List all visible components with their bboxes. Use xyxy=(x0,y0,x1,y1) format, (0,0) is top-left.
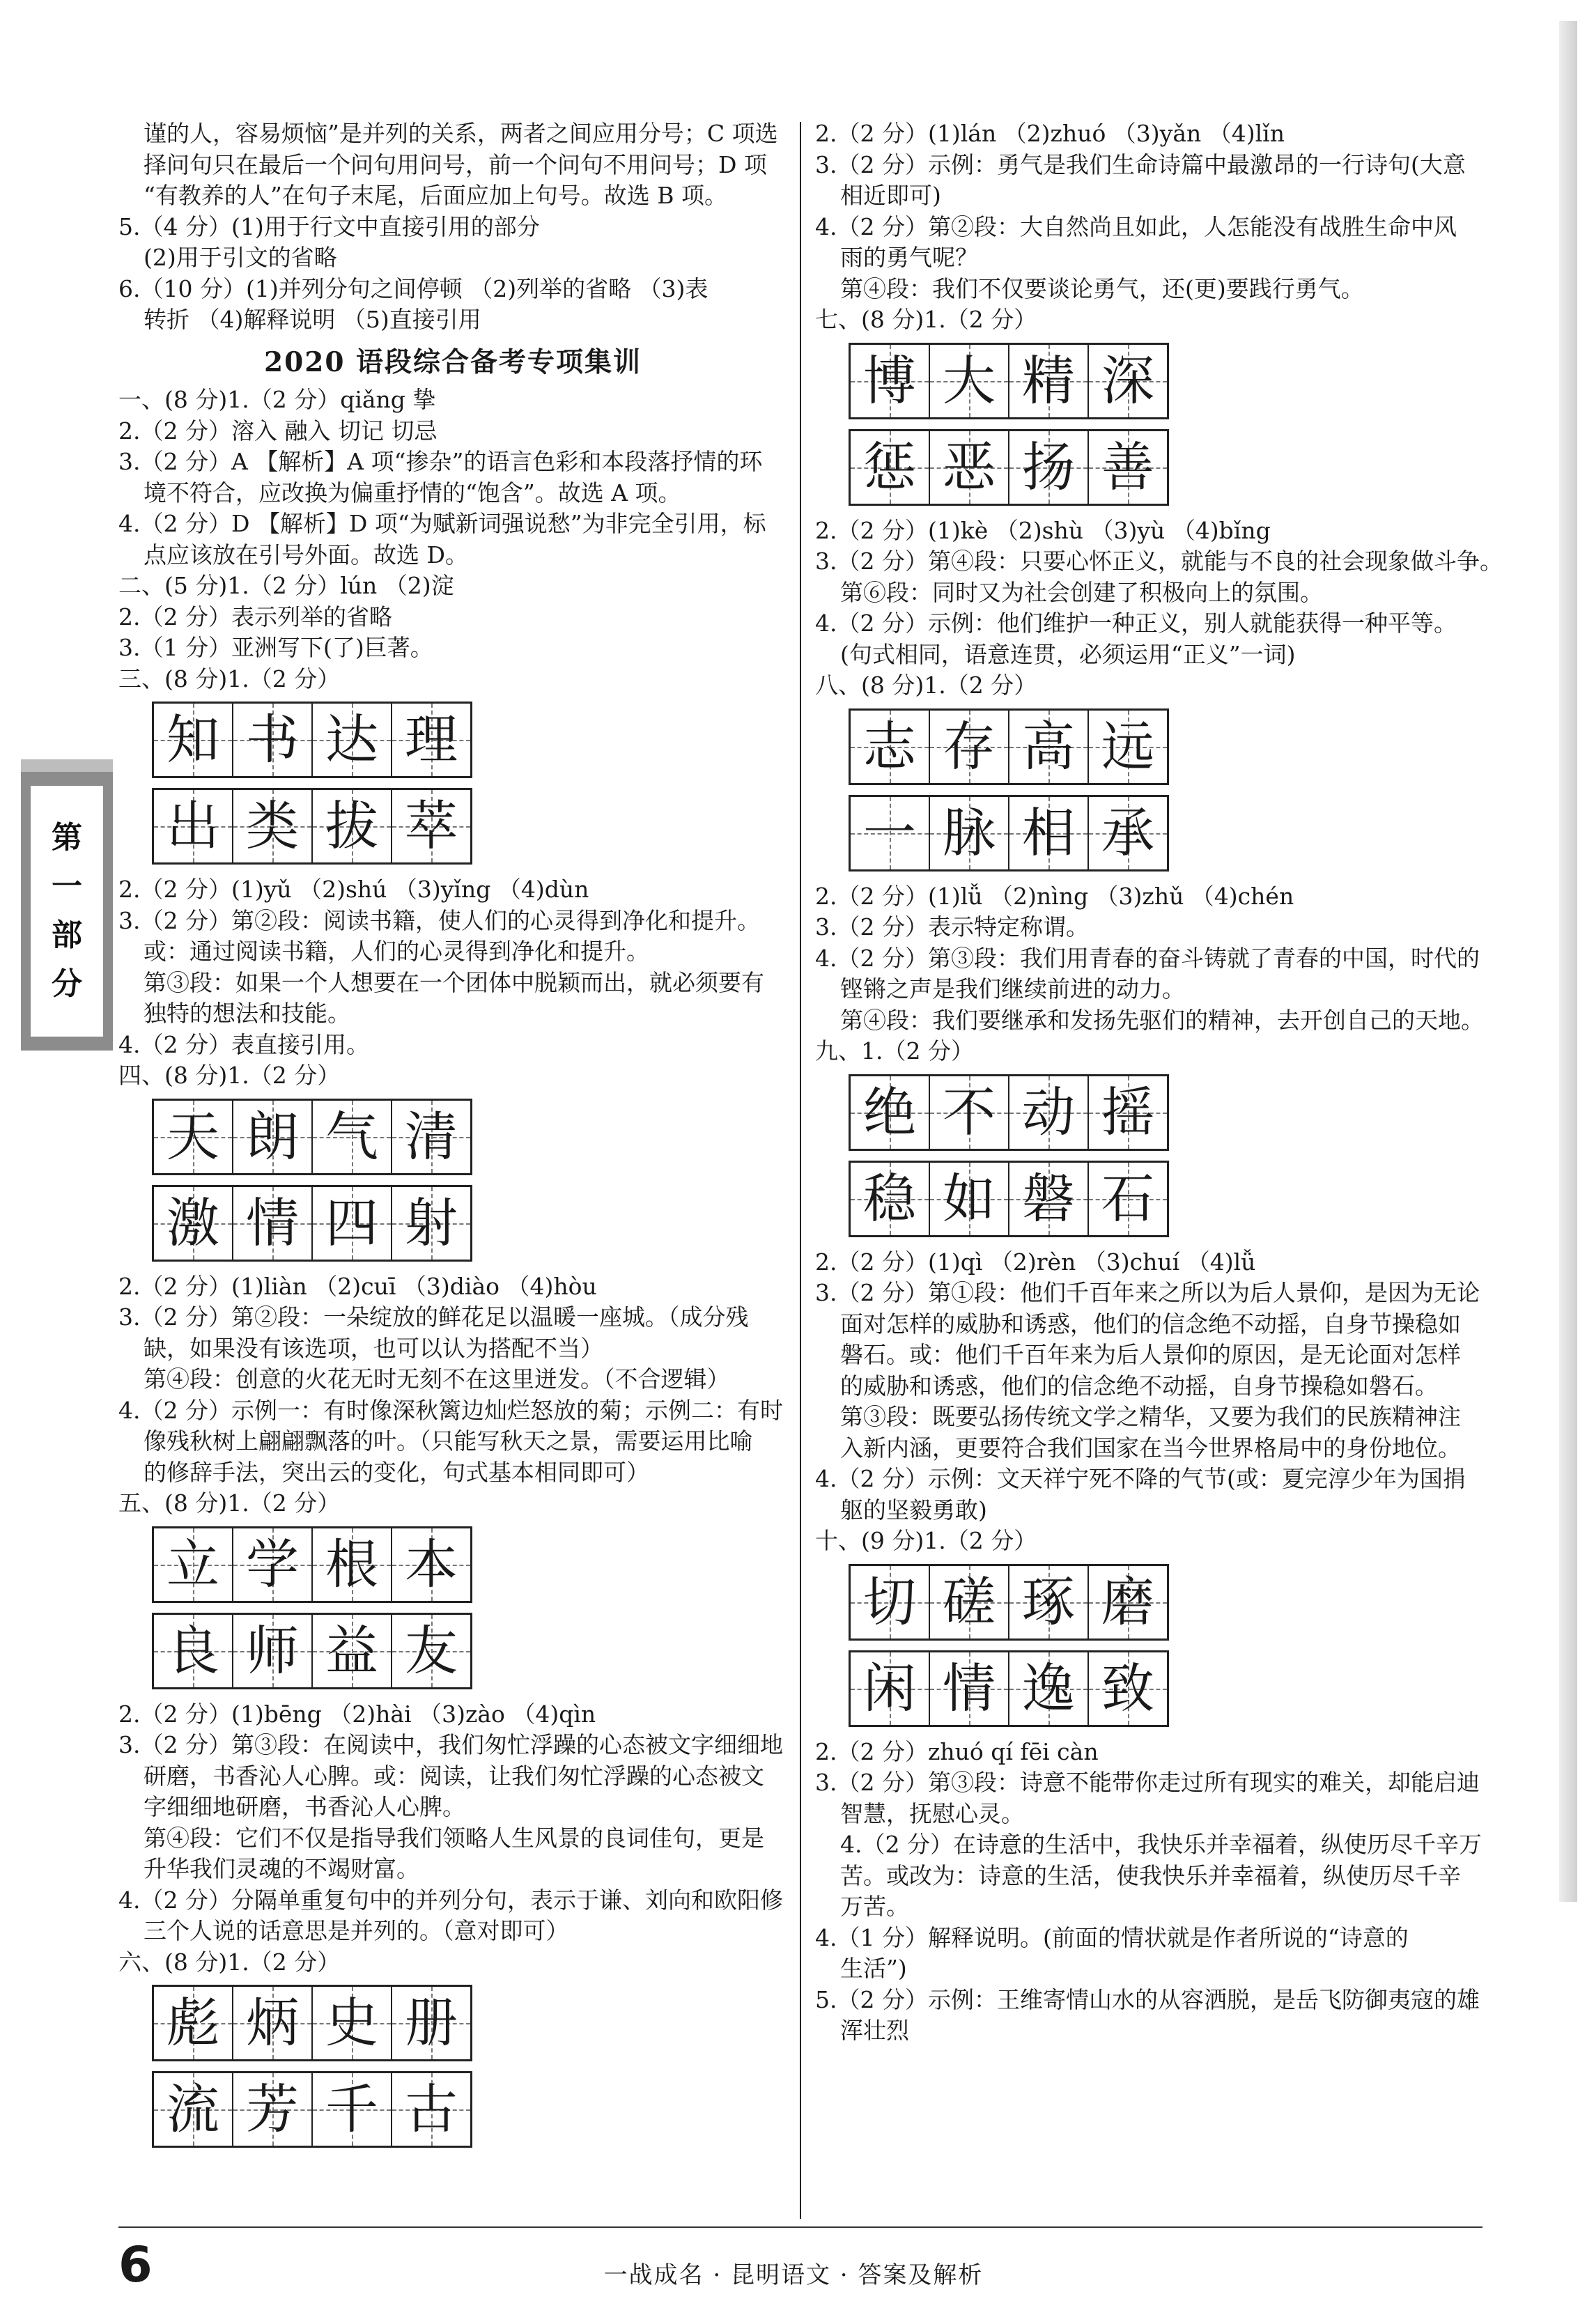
grid-character: 稳 xyxy=(863,1167,916,1230)
answer-line: 独特的想法和技能。 xyxy=(144,1000,350,1027)
answer-line: 3.（2 分）第②段：阅读书籍，使人们的心灵得到净化和提升。 xyxy=(118,906,760,934)
grid-cell xyxy=(851,345,930,417)
grid-character: 一 xyxy=(863,801,916,864)
answer-line: 3.（2 分）第②段：一朵绽放的鲜花足以温暖一座城。（成分残 xyxy=(118,1303,749,1331)
answer-line: 苦。或改为：诗意的生活，使我快乐并幸福着，纵使历尽千辛 xyxy=(840,1861,1461,1889)
answer-line: 五、(8 分)1.（2 分） xyxy=(118,1489,341,1517)
grid-character: 高 xyxy=(1022,715,1075,777)
answer-line: 2.（2 分）(1)kè （2)shù （3)yù （4)bǐng xyxy=(815,516,1271,544)
answer-line: 4.（2 分）第③段：我们用青春的奋斗铸就了青春的中国，时代的 xyxy=(815,944,1480,972)
answer-line: 2.（2 分）(1)bēng （2)hài （3)zào （4)qìn xyxy=(118,1700,596,1728)
idiom-grid xyxy=(152,702,787,865)
answer-line: 铿锵之声是我们继续前进的动力。 xyxy=(840,975,1185,1002)
grid-character: 千 xyxy=(325,2078,378,2140)
grid-character: 博 xyxy=(863,349,916,412)
grid-character: 脉 xyxy=(943,801,996,864)
grid-cell xyxy=(233,1987,313,2059)
idiom-grid xyxy=(849,1564,1512,1727)
grid-cell xyxy=(313,1615,392,1687)
grid-character: 承 xyxy=(1101,801,1154,864)
answer-line: 升华我们灵魂的不竭财富。 xyxy=(144,1855,419,1882)
answer-line: 2.（2 分）zhuó qí fēi càn xyxy=(815,1737,1099,1765)
right-column xyxy=(815,118,1512,2047)
idiom-grid-row xyxy=(152,1099,472,1175)
idiom-grid-row xyxy=(152,1185,472,1262)
answer-line: 3.（2 分）第①段：他们千百年来之所以为后人景仰，是因为无论 xyxy=(815,1279,1480,1306)
answer-line: 二、(5 分)1.（2 分）lún （2)淀 xyxy=(118,572,454,599)
grid-cell xyxy=(1009,1076,1089,1149)
grid-cell xyxy=(930,1566,1009,1639)
grid-character: 册 xyxy=(405,1992,458,2054)
grid-cell xyxy=(1009,711,1089,783)
grid-character: 切 xyxy=(863,1570,916,1633)
page-number: 6 xyxy=(118,2236,153,2293)
grid-cell xyxy=(233,1615,313,1687)
grid-character: 本 xyxy=(405,1533,458,1595)
grid-character: 远 xyxy=(1101,715,1154,777)
grid-cell xyxy=(1009,797,1089,869)
grid-cell xyxy=(392,704,470,776)
answer-line: 生活”) xyxy=(840,1955,907,1982)
grid-cell xyxy=(392,1987,470,2059)
idiom-grid-row xyxy=(849,1564,1169,1641)
answer-line: 第④段：创意的火花无时无刻不在这里迸发。（不合逻辑） xyxy=(144,1365,730,1393)
answer-line: 3.（2 分）第③段：在阅读中，我们匆忙浮躁的心态被文字细细地 xyxy=(118,1731,783,1758)
grid-character: 芳 xyxy=(246,2078,299,2140)
grid-cell xyxy=(154,1987,233,2059)
grid-character: 摇 xyxy=(1101,1080,1154,1143)
grid-character: 拔 xyxy=(325,795,378,857)
answer-line: 浑壮烈 xyxy=(840,2017,909,2044)
idiom-grid xyxy=(849,343,1512,506)
answer-line: 4.（2 分）第②段：大自然尚且如此，人怎能没有战胜生命中风 xyxy=(815,212,1457,240)
idiom-grid-row xyxy=(152,1985,472,2061)
answer-line: 2.（2 分）表示列举的省略 xyxy=(118,603,392,630)
grid-character: 大 xyxy=(943,349,996,412)
idiom-grid-row xyxy=(152,702,472,778)
answer-line: 研磨，书香沁人心脾。或：阅读，让我们匆忙浮躁的心态被文 xyxy=(144,1762,764,1790)
answer-line: 第③段：既要弘扬传统文学之精华，又要为我们的民族精神注 xyxy=(840,1403,1461,1430)
grid-character: 存 xyxy=(943,715,996,777)
grid-cell xyxy=(1089,711,1167,783)
grid-character: 磐 xyxy=(1022,1167,1075,1230)
grid-character: 气 xyxy=(325,1105,378,1168)
grid-cell xyxy=(154,1528,233,1601)
grid-cell xyxy=(1089,1566,1167,1639)
grid-cell xyxy=(1089,1076,1167,1149)
grid-cell xyxy=(233,1101,313,1173)
page-edge-shadow xyxy=(1559,21,1577,1902)
grid-cell xyxy=(1009,1163,1089,1235)
answer-line: 第④段：它们不仅是指导我们领略人生风景的良词佳句，更是 xyxy=(144,1824,764,1852)
grid-character: 炳 xyxy=(246,1992,299,2054)
grid-character: 动 xyxy=(1022,1080,1075,1143)
answer-line: 4.（2 分）分隔单重复句中的并列分句，表示于谦、刘向和欧阳修 xyxy=(118,1886,783,1914)
grid-character: 古 xyxy=(405,2078,458,2140)
idiom-grid-row xyxy=(152,1526,472,1603)
grid-character: 四 xyxy=(325,1191,378,1254)
grid-cell xyxy=(313,1187,392,1260)
grid-character: 扬 xyxy=(1022,435,1075,498)
grid-character: 志 xyxy=(863,715,916,777)
answer-line: 三个人说的话意思是并列的。（意对即可） xyxy=(144,1917,569,1944)
grid-cell xyxy=(1089,797,1167,869)
grid-cell xyxy=(851,1163,930,1235)
grid-character: 知 xyxy=(167,708,219,770)
grid-cell xyxy=(851,711,930,783)
grid-character: 良 xyxy=(167,1619,219,1682)
grid-cell xyxy=(392,2073,470,2146)
grid-character: 彪 xyxy=(167,1992,219,2054)
answer-line: 4.（2 分）D 【解析】D 项“为赋新词强说愁”为非完全引用，标 xyxy=(118,510,766,537)
idiom-grid xyxy=(849,1074,1512,1237)
grid-character: 激 xyxy=(167,1191,219,1254)
grid-cell xyxy=(1089,1163,1167,1235)
answer-line: 九、1.（2 分） xyxy=(815,1037,974,1064)
answer-line: 4.（2 分）表直接引用。 xyxy=(118,1030,369,1058)
idiom-grid xyxy=(152,1526,787,1689)
answer-line: 像残秋树上翩翩飘落的叶。（只能写秋天之景，需要运用比喻 xyxy=(144,1427,753,1455)
grid-cell xyxy=(313,1987,392,2059)
grid-character: 师 xyxy=(246,1619,299,1682)
grid-character: 绝 xyxy=(863,1080,916,1143)
grid-cell xyxy=(392,790,470,862)
idiom-grid-row xyxy=(849,795,1169,872)
answer-line: 入新内涵，更要符合我们国家在当今世界格局中的身份地位。 xyxy=(840,1434,1461,1462)
grid-cell xyxy=(930,797,1009,869)
grid-cell xyxy=(1089,345,1167,417)
side-tab-section-label xyxy=(21,759,113,1051)
grid-cell xyxy=(930,1163,1009,1235)
answer-line: 第④段：我们要继承和发扬先驱们的精神，去开创自己的天地。 xyxy=(840,1006,1484,1034)
answer-line: 或：通过阅读书籍，人们的心灵得到净化和提升。 xyxy=(144,938,649,965)
grid-character: 逸 xyxy=(1022,1657,1075,1719)
grid-cell xyxy=(930,345,1009,417)
answer-line: 4.（2 分）在诗意的生活中，我快乐并幸福着，纵使历尽千辛万 xyxy=(840,1831,1482,1858)
grid-cell xyxy=(392,1187,470,1260)
grid-character: 清 xyxy=(405,1105,458,1168)
idiom-grid-row xyxy=(152,788,472,865)
answer-line: 4.（1 分）解释说明。(前面的情状就是作者所说的“诗意的 xyxy=(815,1923,1409,1951)
answer-line: 六、(8 分)1.（2 分） xyxy=(118,1948,341,1976)
section-title: 2020 语段综合备考专项集训 xyxy=(263,346,642,378)
grid-cell xyxy=(154,704,233,776)
idiom-grid-row xyxy=(849,1161,1169,1237)
answer-line: 2.（2 分）(1)yǔ （2)shú （3)yǐng （4)dùn xyxy=(118,876,589,903)
answer-line: 2.（2 分）(1)liàn （2)cuī （3)diào （4)hòu xyxy=(118,1272,597,1300)
grid-cell xyxy=(154,1615,233,1687)
answer-line: 第④段：我们不仅要谈论勇气，还(更)要践行勇气。 xyxy=(840,274,1364,302)
grid-cell xyxy=(392,1615,470,1687)
grid-cell xyxy=(930,711,1009,783)
grid-character: 益 xyxy=(325,1619,378,1682)
grid-cell xyxy=(1009,431,1089,504)
answer-line: 一、(8 分)1.（2 分）qiǎng 挚 xyxy=(118,386,436,413)
idiom-grid-row xyxy=(152,2071,472,2148)
answer-line: 相近即可) xyxy=(840,182,941,209)
grid-character: 善 xyxy=(1101,435,1154,498)
answer-line: 2.（2 分）(1)lán （2)zhuó （3)yǎn （4)lǐn xyxy=(815,120,1285,147)
grid-cell xyxy=(154,2073,233,2146)
grid-character: 不 xyxy=(943,1080,996,1143)
answer-line: 八、(8 分)1.（2 分） xyxy=(815,672,1037,699)
grid-cell xyxy=(930,431,1009,504)
answer-line: 2.（2 分）(1)lǚ （2)nìng （3)zhǔ （4)chén xyxy=(815,882,1294,910)
grid-character: 立 xyxy=(167,1533,219,1595)
grid-cell xyxy=(154,790,233,862)
answer-line: 十、(9 分)1.（2 分） xyxy=(815,1527,1037,1554)
grid-cell xyxy=(1089,431,1167,504)
answer-line: 字细细地研磨，书香沁人心脾。 xyxy=(144,1793,465,1820)
grid-cell xyxy=(1009,1652,1089,1725)
grid-character: 相 xyxy=(1022,801,1075,864)
side-tab-character: 一 xyxy=(52,869,82,904)
grid-cell xyxy=(392,1101,470,1173)
grid-cell xyxy=(313,2073,392,2146)
grid-character: 书 xyxy=(246,708,299,770)
grid-character: 根 xyxy=(325,1533,378,1595)
answer-line: 4.（2 分）示例：他们维护一种正义，别人就能获得一种平等。 xyxy=(815,610,1457,637)
answer-line: 2.（2 分）(1)qì （2)rèn （3)chuí （4)lǚ xyxy=(815,1248,1256,1276)
answer-line: 3.（2 分）表示特定称谓。 xyxy=(815,913,1089,940)
grid-character: 学 xyxy=(246,1533,299,1595)
answer-line: 5.（4 分）(1)用于行文中直接引用的部分 xyxy=(118,212,540,240)
answer-line: 躯的坚毅勇敢) xyxy=(840,1496,987,1524)
grid-cell xyxy=(851,431,930,504)
answer-line: 3.（2 分）A 【解析】A 项“掺杂”的语言色彩和本段落抒情的环 xyxy=(118,448,763,475)
grid-cell xyxy=(313,790,392,862)
grid-cell xyxy=(313,1528,392,1601)
grid-character: 如 xyxy=(943,1167,996,1230)
grid-character: 琢 xyxy=(1022,1570,1075,1633)
footer-title: 一战成名 · 昆明语文 · 答案及解析 xyxy=(603,2261,984,2289)
idiom-grid-row xyxy=(849,1650,1169,1727)
side-tab-text xyxy=(31,786,103,1037)
grid-character: 朗 xyxy=(246,1105,299,1168)
answer-line: 面对怎样的威胁和诱惑，他们的信念绝不动摇，自身节操稳如 xyxy=(840,1310,1461,1338)
answer-line: 2.（2 分）溶入 融入 切记 切忌 xyxy=(118,417,438,444)
grid-cell xyxy=(851,1566,930,1639)
grid-character: 深 xyxy=(1101,349,1154,412)
grid-cell xyxy=(930,1652,1009,1725)
left-column xyxy=(118,118,787,2158)
answer-line: 4.（2 分）示例一：有时像深秋篱边灿烂怒放的菊；示例二：有时 xyxy=(118,1396,783,1424)
answer-line: 3.（2 分）示例：勇气是我们生命诗篇中最激昂的一行诗句(大意 xyxy=(815,150,1466,178)
grid-cell xyxy=(930,1076,1009,1149)
grid-cell xyxy=(233,790,313,862)
grid-character: 理 xyxy=(405,708,458,770)
answer-line: 四、(8 分)1.（2 分） xyxy=(118,1062,341,1089)
answer-line: 3.（2 分）第④段：只要心怀正义，就能与不良的社会现象做斗争。 xyxy=(815,548,1503,575)
grid-character: 天 xyxy=(167,1105,219,1168)
answer-line: 择问句只在最后一个问句用问号，前一个问句不用问号；D 项 xyxy=(144,150,767,178)
grid-cell xyxy=(154,1187,233,1260)
grid-character: 出 xyxy=(167,795,219,857)
answer-line: 万苦。 xyxy=(840,1893,909,1920)
answer-line: 3.（1 分）亚洲写下(了)巨著。 xyxy=(118,634,433,661)
grid-character: 情 xyxy=(246,1191,299,1254)
grid-cell xyxy=(233,2073,313,2146)
grid-character: 磋 xyxy=(943,1570,996,1633)
grid-cell xyxy=(233,1187,313,1260)
grid-character: 情 xyxy=(943,1657,996,1719)
grid-character: 史 xyxy=(325,1992,378,2054)
side-tab-character: 第 xyxy=(52,820,82,855)
answer-line: (2)用于引文的省略 xyxy=(144,244,337,271)
answer-line: “有教养的人”在句子末尾，后面应加上句号。故选 B 项。 xyxy=(144,182,727,209)
answer-line: 点应该放在引号外面。故选 D。 xyxy=(144,541,468,568)
answer-line: 第③段：如果一个人想要在一个团体中脱颖而出，就必须要有 xyxy=(144,968,764,996)
grid-character: 石 xyxy=(1101,1167,1154,1230)
answer-line: 七、(8 分)1.（2 分） xyxy=(815,306,1037,333)
grid-character: 磨 xyxy=(1101,1570,1154,1633)
idiom-grid-row xyxy=(849,429,1169,506)
grid-cell xyxy=(851,1076,930,1149)
idiom-grid xyxy=(849,708,1512,872)
grid-character: 射 xyxy=(405,1191,458,1254)
answer-line: (句式相同，语意连贯，必须运用“正义”一词) xyxy=(840,640,1296,668)
grid-character: 友 xyxy=(405,1619,458,1682)
answer-line: 第⑥段：同时又为社会创建了积极向上的氛围。 xyxy=(840,578,1323,606)
grid-character: 类 xyxy=(246,795,299,857)
grid-character: 达 xyxy=(325,708,378,770)
idiom-grid-row xyxy=(849,1074,1169,1151)
answer-line: 转折 （4)解释说明 （5)直接引用 xyxy=(144,306,481,333)
answer-line: 6.（10 分）(1)并列分句之间停顿 （2)列举的省略 （3)表 xyxy=(118,274,709,302)
answer-line: 境不符合，应改换为偏重抒情的“饱含”。故选 A 项。 xyxy=(144,479,681,506)
grid-cell xyxy=(313,1101,392,1173)
answer-line: 磐石。或：他们千百年来为后人景仰的原因，是无论面对怎样 xyxy=(840,1341,1461,1368)
grid-character: 恶 xyxy=(943,435,996,498)
answer-line: 的修辞手法，突出云的变化，句式基本相同即可） xyxy=(144,1458,649,1486)
answer-line: 4.（2 分）示例：文天祥宁死不降的气节(或：夏完淳少年为国捐 xyxy=(815,1465,1466,1492)
answer-line: 智慧，抚慰心灵。 xyxy=(840,1799,1024,1827)
footer-rule xyxy=(118,2226,1483,2228)
grid-character: 惩 xyxy=(863,435,916,498)
answer-line: 三、(8 分)1.（2 分） xyxy=(118,665,341,692)
answer-line: 5.（2 分）示例：王维寄情山水的从容洒脱，是岳飞防御夷寇的雄 xyxy=(815,1985,1480,2013)
answer-line: 3.（2 分）第③段：诗意不能带你走过所有现实的难关，却能启迪 xyxy=(815,1769,1480,1796)
grid-character: 流 xyxy=(167,2078,219,2140)
grid-character: 萃 xyxy=(405,795,458,857)
answer-line: 谨的人，容易烦恼”是并列的关系，两者之间应用分号；C 项选 xyxy=(144,120,778,147)
grid-character: 闲 xyxy=(863,1657,916,1719)
grid-cell xyxy=(233,1528,313,1601)
grid-cell xyxy=(851,797,930,869)
answer-line: 缺，如果没有该选项，也可以认为搭配不当） xyxy=(144,1334,603,1362)
grid-cell xyxy=(851,1652,930,1725)
answer-line: 雨的勇气呢？ xyxy=(840,244,978,271)
column-divider xyxy=(800,122,801,2219)
grid-cell xyxy=(1009,1566,1089,1639)
side-tab-character: 部 xyxy=(52,917,82,953)
grid-cell xyxy=(313,704,392,776)
idiom-grid xyxy=(152,1099,787,1262)
grid-cell xyxy=(154,1101,233,1173)
grid-cell xyxy=(1089,1652,1167,1725)
idiom-grid-row xyxy=(849,708,1169,785)
side-tab-character: 分 xyxy=(52,966,82,1002)
grid-cell xyxy=(1009,345,1089,417)
grid-cell xyxy=(233,704,313,776)
grid-character: 致 xyxy=(1101,1657,1154,1719)
grid-cell xyxy=(392,1528,470,1601)
answer-line: 的威胁和诱惑，他们的信念绝不动摇，自身节操稳如磐石。 xyxy=(840,1372,1438,1400)
idiom-grid-row xyxy=(849,343,1169,419)
grid-character: 精 xyxy=(1022,349,1075,412)
idiom-grid xyxy=(152,1985,787,2148)
idiom-grid-row xyxy=(152,1613,472,1689)
